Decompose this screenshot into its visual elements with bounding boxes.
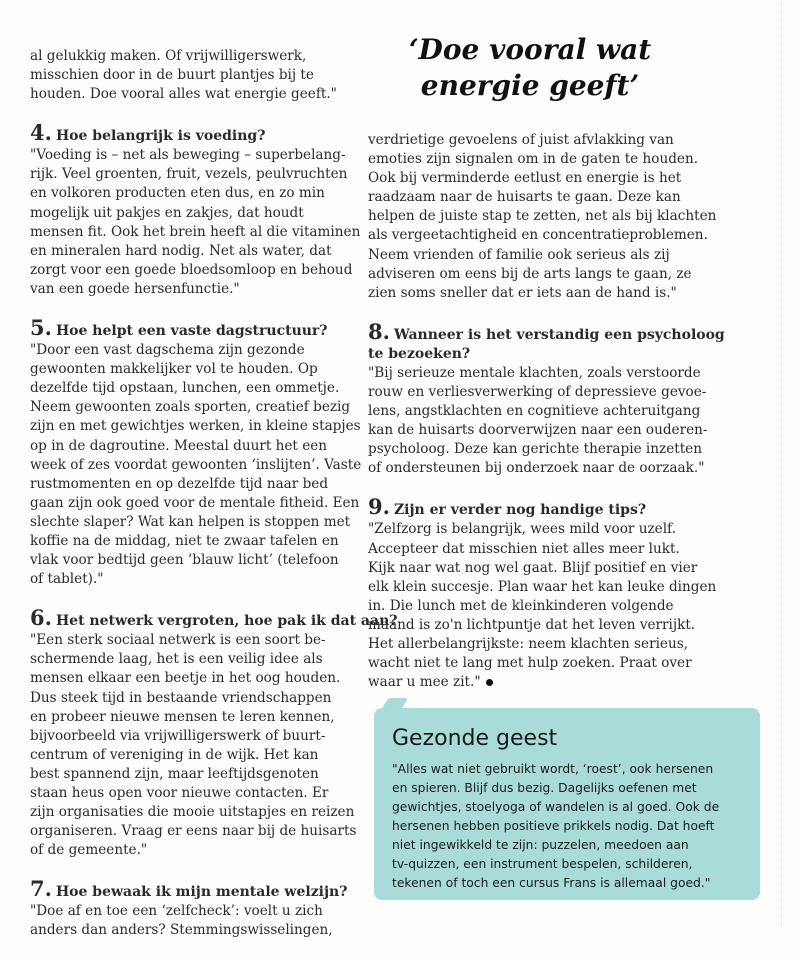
question-title: te bezoeken? — [368, 345, 471, 362]
text-line: misschien door in de buurt plantjes bij te — [30, 67, 314, 84]
question-title: Hoe bewaak ik mijn mentale welzijn? — [55, 884, 348, 901]
page-edge — [780, 0, 782, 927]
text-line: en probeer nieuwe mensen te leren kennen, — [30, 708, 335, 725]
callout-title: Gezonde geest — [392, 726, 558, 751]
pull-quote-line: energie geeft’ — [420, 69, 640, 102]
text-line: slechte slaper? Wat kan helpen is stoppen met — [30, 513, 351, 530]
text-line: tekenen of toch een cursus Frans is allemaal goed." — [392, 876, 711, 890]
text-line: als vergeetachtigheid en concentratieproblemen. — [368, 227, 708, 244]
text-line: rouw en verliesverwerking of depressieve gevoe- — [368, 383, 707, 400]
question-number: 6. — [30, 605, 52, 631]
text-line: tv-quizzen, een instrument bespelen, schilderen, — [392, 857, 693, 871]
callout-box — [374, 708, 760, 900]
text-line: "Doe af en toe een ‘zelfcheck’: voelt u zich — [30, 903, 323, 920]
pull-quote — [400, 32, 660, 104]
end-mark-icon — [486, 679, 493, 686]
text-line: "Een sterk sociaal netwerk is een soort be- — [30, 632, 326, 649]
text-line: mogelijk uit pakjes en zakjes, dat houdt — [30, 204, 304, 221]
question-number: 5. — [30, 315, 52, 341]
text-line: mensen fit. Ook het brein heeft al die vitaminen — [30, 223, 361, 240]
text-line: en volkoren producten eten dus, en zo min — [30, 185, 325, 202]
qa-section — [368, 494, 725, 692]
text-line: centrum of vereniging in de wijk. Het kan — [30, 746, 319, 763]
text-line: zorgt voor een goede bloedsomloop en behoud — [30, 261, 353, 278]
text-line: al gelukkig maken. Of vrijwilligerswerk, — [30, 48, 307, 64]
right-column — [368, 131, 725, 711]
text-line: emoties zijn signalen om in de gaten te houden. — [368, 151, 699, 168]
text-line: Accepteer dat misschien niet alles meer lukt. — [368, 540, 680, 557]
question-heading — [30, 876, 397, 902]
question-heading — [368, 345, 725, 364]
text-line: koffie na de middag, niet te zwaar tafelen en — [30, 532, 339, 549]
text-line: houden. Doe vooral alles wat energie geeft." — [30, 86, 337, 103]
text-line: schermende laag, het is een veilig idee als — [30, 651, 323, 668]
callout-body — [392, 760, 719, 893]
text-line: raadzaam naar de huisarts te gaan. Deze kan — [368, 189, 681, 206]
text-line: of ondersteunen bij onderzoek naar de oorzaak." — [368, 460, 705, 477]
continued-paragraph — [368, 131, 725, 303]
text-line: "Alles wat niet gebruikt wordt, ‘roest’, ook hersenen — [392, 762, 714, 776]
text-line: adviseren om eens bij de arts langs te gaan, ze — [368, 265, 692, 282]
text-line: helpen de juiste stap te zetten, net als bij klachten — [368, 208, 717, 225]
text-line: maand is zo'n lichtpuntje dat het leven verrijkt. — [368, 616, 696, 633]
question-title: Wanneer is het verstandig een psycholoog — [393, 326, 725, 343]
qa-section — [368, 318, 725, 479]
text-line: op in de dagroutine. Meestal duurt het een — [30, 437, 328, 454]
text-line: gewoonten makkelijker vol te houden. Op — [30, 361, 318, 378]
text-line: mensen elkaar een beetje in het oog houden. — [30, 670, 341, 687]
text-line: Ook bij verminderde eetlust en energie is het — [368, 170, 682, 187]
text-line: zijn en met gewichtjes werken, in kleine stapjes — [30, 418, 361, 435]
text-line: en spieren. Blijf dus bezig. Dagelijks oefenen met — [392, 781, 697, 795]
qa-section — [30, 876, 397, 940]
question-heading — [30, 120, 397, 146]
question-number: 4. — [30, 120, 52, 146]
text-line: "Zelfzorg is belangrijk, wees mild voor uzelf. — [368, 521, 676, 538]
text-line: bijvoorbeeld via vrijwilligerswerk of buurt- — [30, 727, 326, 744]
text-line: kan de huisarts doorverwijzen naar een ouderen- — [368, 422, 708, 439]
text-line: psycholoog. Deze kan gerichte therapie inzetten — [368, 441, 702, 458]
text-line: of tablet)." — [30, 571, 104, 588]
text-line: week of zes voordat gewoonten ‘inslijten’. Vaste — [30, 456, 362, 473]
text-line: best spannend zijn, maar leeftijdsgenoten — [30, 765, 319, 782]
text-line: staan heus open voor nieuwe contacten. Er — [30, 785, 329, 801]
question-heading — [368, 494, 725, 520]
pull-quote-line: ‘Doe vooral wat — [408, 33, 652, 66]
question-title: Het netwerk vergroten, hoe pak ik dat aan? — [55, 613, 398, 630]
question-title: Zijn er verder nog handige tips? — [393, 502, 647, 519]
text-line: of de gemeente." — [30, 842, 148, 859]
text-line: en mineralen hard nodig. Net als water, dat — [30, 242, 332, 259]
text-line: Het allerbelangrijkste: neem klachten serieus, — [368, 635, 689, 652]
question-heading — [30, 315, 397, 341]
text-line: verdrietige gevoelens of juist afvlakking van — [368, 132, 674, 148]
text-line: wacht niet te lang met hulp zoeken. Praat over — [368, 655, 692, 672]
text-line: anders dan anders? Stemmingswisselingen, — [30, 922, 333, 939]
text-line: Neem vrienden of familie ook serieus als zij — [368, 246, 670, 263]
qa-section — [30, 605, 398, 860]
text-line: zien soms sneller dat er iets aan de hand is." — [368, 284, 677, 301]
question-number: 9. — [368, 494, 390, 520]
text-line: Kijk naar wat nog wel gaat. Blijf positief en vier — [368, 559, 698, 576]
text-line: organiseren. Vraag er eens naar bij de huisarts — [30, 823, 357, 840]
text-line: Neem gewoonten zoals sporten, creatief bezig — [30, 399, 351, 416]
text-line: lens, angstklachten en cognitieve achteruitgang — [368, 403, 701, 420]
text-line: gewichtjes, stoelyoga of wandelen is al goed. Ook de — [392, 800, 720, 814]
question-title: Hoe belangrijk is voeding? — [55, 128, 266, 145]
question-title: Hoe helpt een vaste dagstructuur? — [55, 323, 328, 340]
text-line: hersenen hebben positieve prikkels nodig. Dat hoeft — [392, 819, 715, 833]
text-line: rijk. Veel groenten, fruit, vezels, peulvruchten — [30, 166, 348, 183]
left-column — [30, 47, 397, 960]
text-line: zijn organisaties die mooie uitstapjes en reizen — [30, 804, 355, 821]
qa-section — [30, 315, 397, 589]
text-line: "Voeding is – net als beweging – superbelang- — [30, 147, 346, 164]
text-line: elk klein succesje. Plan waar het kan leuke dingen — [368, 578, 717, 595]
text-line: waar u mee zit." — [368, 673, 725, 692]
text-line: Dus steek tijd in bestaande vriendschappen — [30, 689, 332, 706]
text-line: van een goede hersenfunctie." — [30, 280, 240, 297]
text-line: gaan zijn ook goed voor de mentale fitheid. Een — [30, 494, 360, 511]
text-line: rustmomenten en op dezelfde tijd naar bed — [30, 475, 329, 492]
text-line: vlak voor bedtijd geen ‘blauw licht’ (telefoon — [30, 552, 339, 569]
qa-section — [30, 120, 397, 299]
question-number: 8. — [368, 318, 390, 344]
question-heading — [368, 318, 725, 345]
intro-paragraph — [30, 47, 397, 104]
text-line: dezelfde tijd opstaan, lunchen, een ommetje. — [30, 380, 340, 397]
text-line: "Bij serieuze mentale klachten, zoals verstoorde — [368, 364, 701, 381]
question-number: 7. — [30, 876, 52, 902]
text-line: "Door een vast dagschema zijn gezonde — [30, 342, 305, 359]
text-line: niet ingewikkeld te zijn: puzzelen, meedoen aan — [392, 838, 689, 852]
question-heading — [30, 605, 398, 631]
text-line: in. Die lunch met de kleinkinderen volgende — [368, 597, 674, 614]
